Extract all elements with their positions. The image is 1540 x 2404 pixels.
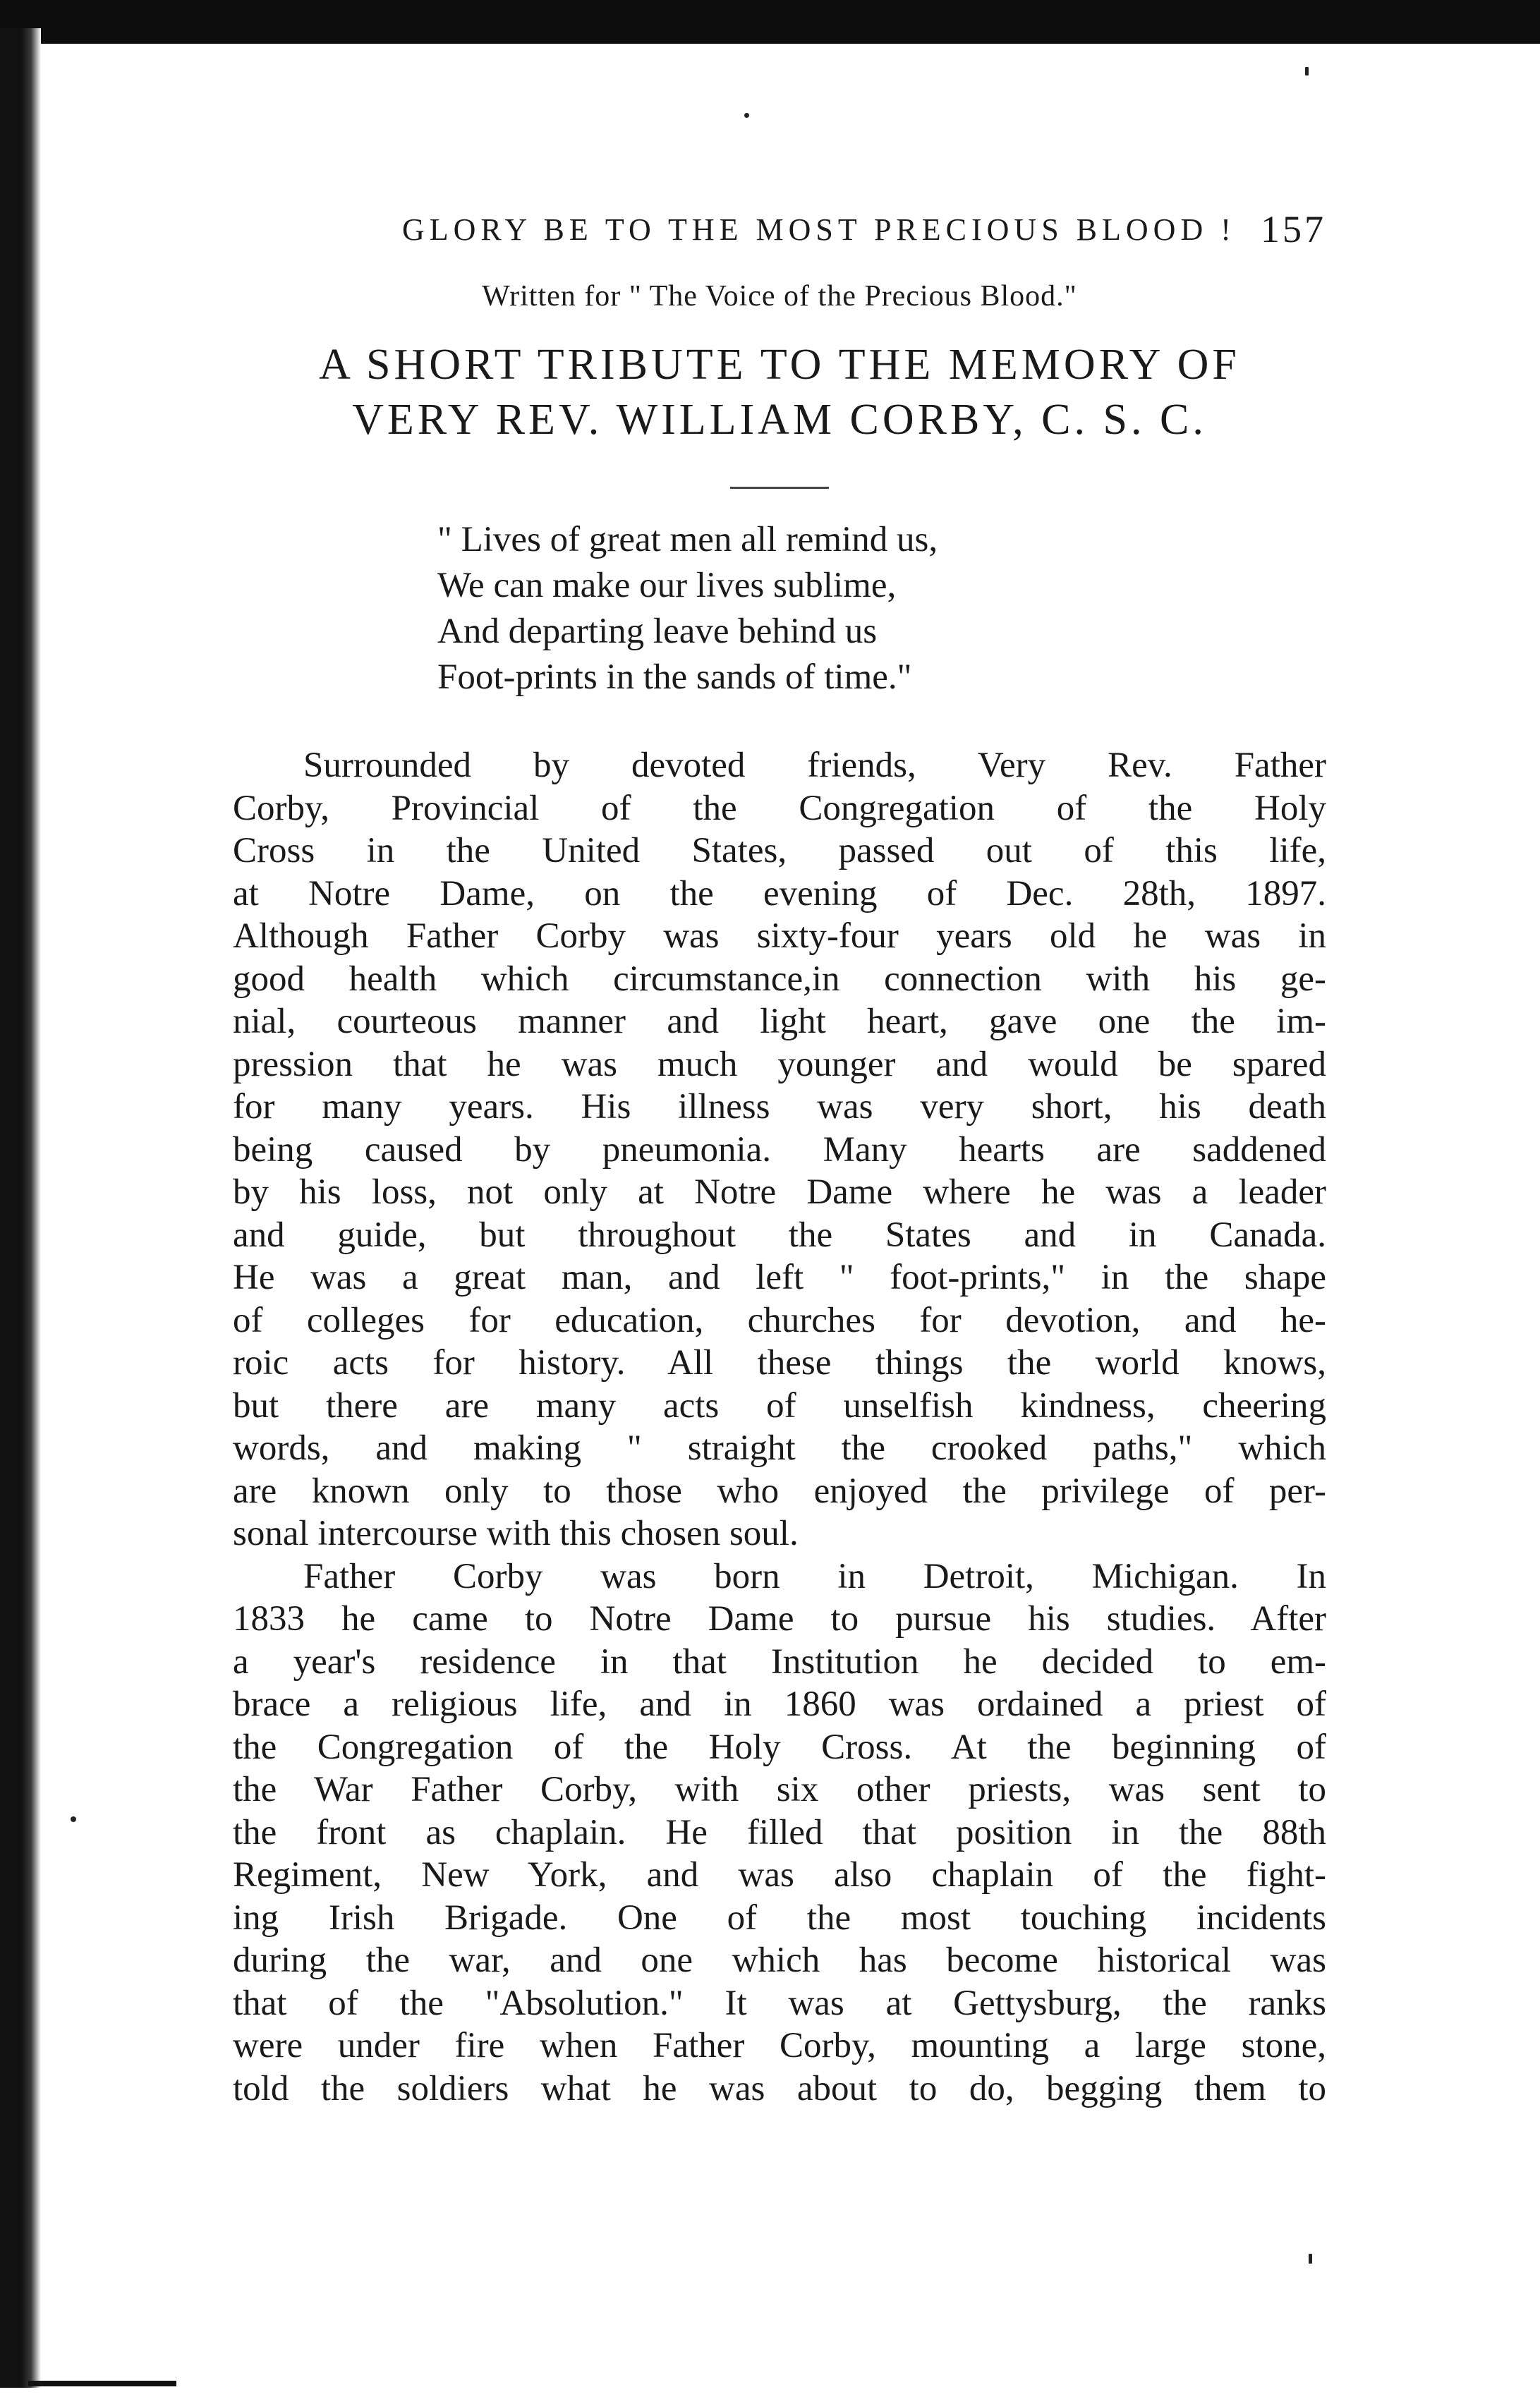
text-line: words, and making " straight the crooked paths," which bbox=[233, 1428, 1326, 1468]
text-line: He was a great man, and left " foot-prints," in the shape bbox=[233, 1258, 1326, 1297]
text-line: are known only to those who enjoyed the privilege of per- bbox=[233, 1471, 1326, 1511]
scan-speck bbox=[1309, 2254, 1312, 2264]
page-content bbox=[233, 208, 1326, 2110]
paragraph bbox=[233, 1555, 1326, 2111]
scan-border-top bbox=[0, 0, 1540, 44]
article-title-line: VERY REV. WILLIAM CORBY, C. S. C. bbox=[352, 396, 1207, 444]
text-line: for many years. His illness was very short, his death bbox=[233, 1087, 1326, 1127]
text-line: told the soldiers what he was about to do, begging them to bbox=[233, 2068, 1326, 2108]
text-line: 1833 he came to Notre Dame to pursue his studies. After bbox=[233, 1599, 1326, 1639]
text-line: by his loss, not only at Notre Dame where he was a leader bbox=[233, 1172, 1326, 1212]
text-line: Although Father Corby was sixty-four years old he was in bbox=[233, 916, 1326, 956]
text-line: during the war, and one which has become historical was bbox=[233, 1941, 1326, 1980]
source-line: Written for " The Voice of the Precious Blood." bbox=[482, 280, 1077, 312]
text-line: that of the "Absolution." It was at Gettysburg, the ranks bbox=[233, 1983, 1326, 2023]
paragraph bbox=[233, 744, 1326, 1555]
text-line: Surrounded by devoted friends, Very Rev. Father bbox=[303, 746, 1326, 785]
text-line: roic acts for history. All these things the world knows, bbox=[233, 1343, 1326, 1383]
scan-speck bbox=[1305, 67, 1309, 75]
epigraph-line: We can make our lives sublime, bbox=[437, 566, 897, 605]
text-line: ing Irish Brigade. One of the most touching incidents bbox=[233, 1898, 1326, 1938]
scan-border-left bbox=[0, 28, 41, 2388]
text-line: a year's residence in that Institution he decided to em- bbox=[233, 1641, 1326, 1682]
title-divider bbox=[730, 487, 829, 489]
page-number: 157 bbox=[1261, 208, 1326, 250]
running-head bbox=[233, 208, 1326, 268]
article-title-line: A SHORT TRIBUTE TO THE MEMORY OF bbox=[319, 341, 1240, 389]
text-line: but there are many acts of unselfish kindness, cheering bbox=[233, 1385, 1326, 1426]
text-line: sonal intercourse with this chosen soul. bbox=[233, 1514, 799, 1553]
text-line: at Notre Dame, on the evening of Dec. 28th, 1897. bbox=[233, 873, 1326, 913]
scan-speck bbox=[71, 1816, 76, 1822]
text-line: nial, courteous manner and light heart, gave one the im- bbox=[233, 1002, 1326, 1041]
text-line: Regiment, New York, and was also chaplain of the fight- bbox=[233, 1855, 1326, 1895]
text-line: and guide, but throughout the States and in Canada. bbox=[233, 1215, 1326, 1255]
text-line: of colleges for education, churches for devotion, and he- bbox=[233, 1300, 1326, 1340]
text-line: Cross in the United States, passed out of this life, bbox=[233, 831, 1326, 870]
text-line: the front as chaplain. He filled that position in the 88th bbox=[233, 1812, 1326, 1852]
epigraph-line: And departing leave behind us bbox=[437, 612, 878, 651]
epigraph-line: Foot-prints in the sands of time." bbox=[437, 657, 912, 697]
text-line: Father Corby was born in Detroit, Michigan. In bbox=[303, 1556, 1326, 1596]
scan-border-bottom-mark bbox=[28, 2381, 176, 2386]
text-line: pression that he was much younger and would be spared bbox=[233, 1044, 1326, 1084]
text-line: Corby, Provincial of the Congregation of the Holy bbox=[233, 788, 1326, 828]
scan-speck bbox=[744, 113, 749, 118]
epigraph-poem bbox=[437, 517, 1326, 700]
text-line: the War Father Corby, with six other priests, was sent to bbox=[233, 1770, 1326, 1809]
text-line: good health which circumstance,in connection with his ge- bbox=[233, 959, 1326, 999]
text-line: were under fire when Father Corby, mounting a large stone, bbox=[233, 2026, 1326, 2065]
text-line: the Congregation of the Holy Cross. At the beginning of bbox=[233, 1727, 1326, 1767]
epigraph-line: " Lives of great men all remind us, bbox=[437, 520, 938, 559]
article-body bbox=[233, 744, 1326, 2110]
article-title bbox=[233, 337, 1326, 447]
running-title: GLORY BE TO THE MOST PRECIOUS BLOOD ! bbox=[402, 212, 1236, 247]
text-line: brace a religious life, and in 1860 was ordained a priest of bbox=[233, 1684, 1326, 1724]
text-line: being caused by pneumonia. Many hearts are saddened bbox=[233, 1129, 1326, 1170]
